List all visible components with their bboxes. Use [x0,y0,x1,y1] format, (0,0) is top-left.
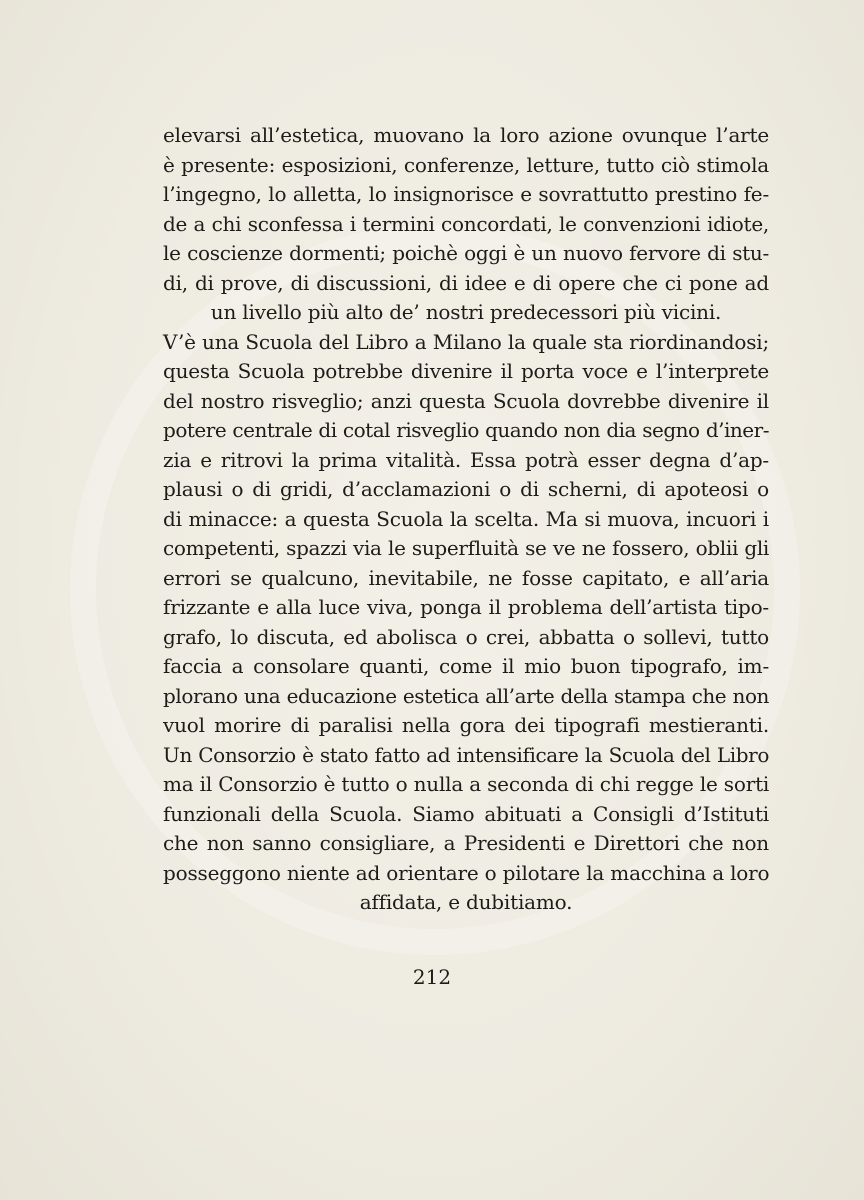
text-line: le coscienze dormenti; poichè oggi è un nuovo fervore di stu- [163,241,769,265]
text-line: è presente: esposizioni, conferenze, letture, tutto ciò stimola [163,152,769,177]
text-line: plorano una educazione estetica all’arte della stampa che non [163,683,769,708]
text-line: plausi o di gridi, d’acclamazioni o di scherni, di apoteosi o [163,477,769,501]
text-line: di, di prove, di discussioni, di idee e di opere che ci pone ad [163,270,769,295]
text-line: grafo, lo discuta, ed abolisca o crei, abbatta o sollevi, tutto [163,624,769,649]
text-line: posseggono niente ad orientare o pilotare la macchina a loro [163,860,770,885]
text-line: del nostro risveglio; anzi questa Scuola dovrebbe divenire il [163,388,769,413]
text-line: competenti, spazzi via le superfluità se ve ne fossero, oblii gli [163,536,769,560]
text-line: ma il Consorzio è tutto o nulla a seconda di chi regge le sorti [163,772,770,796]
text-line: Un Consorzio è stato fatto ad intensificare la Scuola del Libro [163,742,769,767]
text-line: che non sanno consigliare, a Presidenti e Direttori che non [163,831,769,855]
text-line: frizzante e alla luce viva, ponga il problema dell’artista tipo- [163,595,769,619]
text-line: funzionali della Scuola. Siamo abituati a Consigli d’Istituti [163,801,769,826]
text-line: di minacce: a questa Scuola la scelta. Ma si muova, incuori i [163,506,769,531]
text-line: questa Scuola potrebbe divenire il porta voce e l’interprete [163,359,769,383]
text-line: potere centrale di cotal risveglio quando non dia segno d’iner- [163,418,769,442]
page-number: 212 [412,965,452,989]
text-line: elevarsi all’estetica, muovano la loro azione ovunque l’arte [163,123,769,147]
text-line: V’è una Scuola del Libro a Milano la quale sta riordinandosi; [163,329,769,354]
body-text [163,121,769,918]
text-line: de a chi sconfessa i termini concordati, le convenzioni idiote, [163,211,769,236]
text-line: zia e ritrovi la prima vitalità. Essa potrà esser degna d’ap- [163,447,769,472]
text-line: errori se qualcuno, inevitabile, ne fosse capitato, e all’aria [163,565,769,590]
text-line: faccia a consolare quanti, come il mio buon tipografo, im- [163,654,769,678]
text-line: vuol morire di paralisi nella gora dei tipografi mestieranti. [163,713,769,737]
text-line: affidata, e dubitiamo. [359,890,573,914]
text-line: l’ingegno, lo alletta, lo insignorisce e sovrattutto prestino fe- [163,182,769,206]
text-line: un livello più alto de’ nostri predecessori più vicini. [210,300,722,324]
